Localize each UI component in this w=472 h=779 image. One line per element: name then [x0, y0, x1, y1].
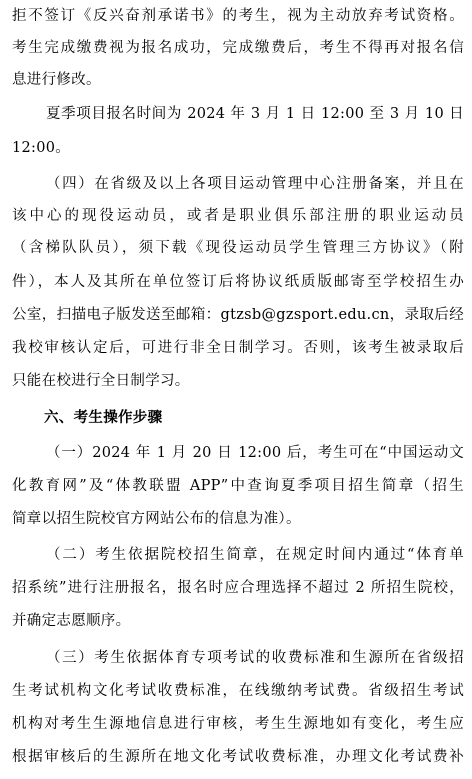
section-heading: 六、考生操作步骤	[44, 410, 163, 426]
text-line: 只能在校进行全日制学习。	[12, 373, 190, 389]
text-line: 12:00。	[12, 140, 71, 156]
text-line: （三）考生依据体育专项考试的收费标准和生源所在省级招	[46, 650, 464, 666]
text-line: 化教育网”及“体教联盟 APP”中查询夏季项目招生简章（招生	[12, 478, 464, 494]
text-line: 夏季项目报名时间为 2024 年 3 月 1 日 12:00 至 3 月 10 日	[46, 106, 464, 122]
text-line: 生考试机构文化考试收费标准，在线缴纳考试费。省级招生考试	[12, 683, 464, 699]
text-line: 机构对考生生源地信息进行审核，考生生源地如有变化，考生应	[12, 716, 464, 732]
text-line: （四）在省级及以上各项目运动管理中心注册备案，并且在	[46, 176, 464, 192]
text-line: 息进行修改。	[12, 72, 101, 88]
text-line: 该中心的现役运动员，或者是职业俱乐部注册的职业运动员	[12, 208, 464, 224]
text-line: 拒不签订《反兴奋剂承诺书》的考生，视为主动放弃考试资格。	[12, 8, 464, 24]
text-line: 并确定志愿顺序。	[12, 613, 131, 629]
text-line: 根据审核后的生源所在地文化考试收费标准，办理文化考试费补	[12, 749, 464, 765]
text-line: 公室，扫描电子版发送至邮箱：gtzsb@gzsport.edu.cn，录取后经	[12, 307, 464, 323]
text-line: （二）考生依据院校招生简章，在规定时间内通过“体育单	[46, 547, 464, 563]
text-line: 件），本人及其所在单位签订后将协议纸质版邮寄至学校招生办	[12, 274, 464, 290]
text-line: （含梯队队员），须下载《现役运动员学生管理三方协议》（附	[12, 240, 464, 256]
text-line: 简章以招生院校官方网站公布的信息为准）。	[12, 511, 301, 527]
text-line: 考生完成缴费视为报名成功，完成缴费后，考生不得再对报名信	[12, 40, 464, 56]
text-line: （一）2024 年 1 月 20 日 12:00 后，考生可在“中国运动文	[46, 445, 464, 461]
text-line: 招系统”进行注册报名，报名时应合理选择不超过 2 所招生院校，	[12, 580, 464, 596]
text-line: 我校审核认定后，可进行非全日制学习。否则，该考生被录取后	[12, 340, 464, 356]
